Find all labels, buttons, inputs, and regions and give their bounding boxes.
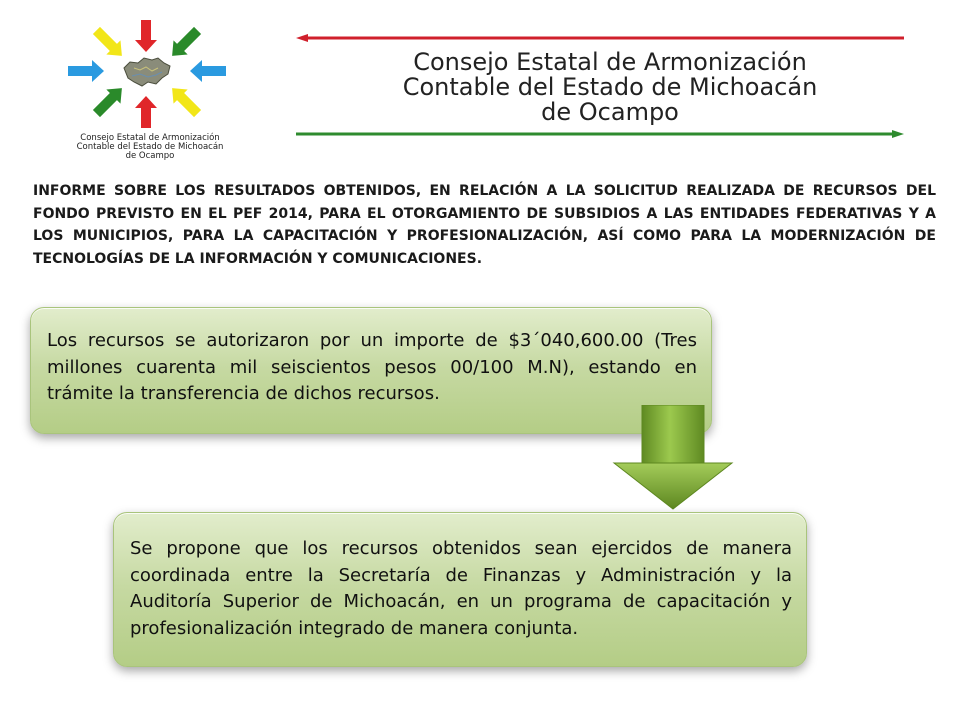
header-title-line-2: Contable del Estado de Michoacán xyxy=(402,73,818,101)
logo-arrow-bottom-right xyxy=(165,81,205,121)
proposal-text: Se propone que los recursos obtenidos sean ejercidos de manera coordinada entre la Secretaría de Finanzas y Administración y la Auditoría Superior de Michoacán, en un programa de capacitación y profesionalización integrado de manera conjunta. xyxy=(130,538,792,639)
down-arrow-shaft xyxy=(642,405,704,463)
logo-arrow-top-right xyxy=(165,23,205,63)
logo-arrow-right xyxy=(190,60,226,82)
logo-caption-line-1: Consejo Estatal de Armonización xyxy=(80,133,220,143)
logo-arrows-graphic xyxy=(60,12,240,136)
header-title-line-3: de Ocampo xyxy=(541,98,679,126)
logo-caption xyxy=(60,134,240,161)
header-bottom-arrowhead xyxy=(892,130,904,138)
report-heading: INFORME SOBRE LOS RESULTADOS OBTENIDOS, EN RELACIÓN A LA SOLICITUD REALIZADA DE RECURSOS DEL FONDO PREVISTO EN EL PEF 2014, PARA EL OTORGAMIENTO DE SUBSIDIOS A LAS ENTIDADES FEDERATIVAS Y A LOS MUNICIPIOS, PARA LA CAPACITACIÓN Y PROFESIONALIZACIÓN, ASÍ COMO PARA LA MODERNIZACIÓN DE TECNOLOGÍAS DE LA INFORMACIÓN Y COMUNICACIONES. xyxy=(33,183,936,267)
header-title-line-1: Consejo Estatal de Armonización xyxy=(413,48,807,76)
logo-arrow-top xyxy=(135,20,157,52)
michoacan-map-icon xyxy=(124,58,170,86)
proposal-box xyxy=(113,512,807,667)
logo-arrow-bottom xyxy=(135,96,157,128)
logo-arrow-top-left xyxy=(89,23,129,63)
logo-arrow-bottom-left xyxy=(89,81,129,121)
authorized-resources-text: Los recursos se autorizaron por un importe de $3´040,600.00 (Tres millones cuarenta mil seiscientos pesos 00/100 M.N), estando en trámite la transferencia de dichos recursos. xyxy=(47,330,697,404)
logo-caption-line-2: Contable del Estado de Michoacán xyxy=(76,142,224,152)
header-title xyxy=(330,50,890,125)
down-arrow-icon xyxy=(612,405,734,511)
header-top-arrowhead xyxy=(296,34,308,42)
down-arrow-head xyxy=(614,463,732,509)
authorized-resources-box xyxy=(30,307,712,434)
council-logo xyxy=(60,12,240,162)
logo-caption-line-3: de Ocampo xyxy=(125,151,175,161)
logo-arrow-left xyxy=(68,60,104,82)
